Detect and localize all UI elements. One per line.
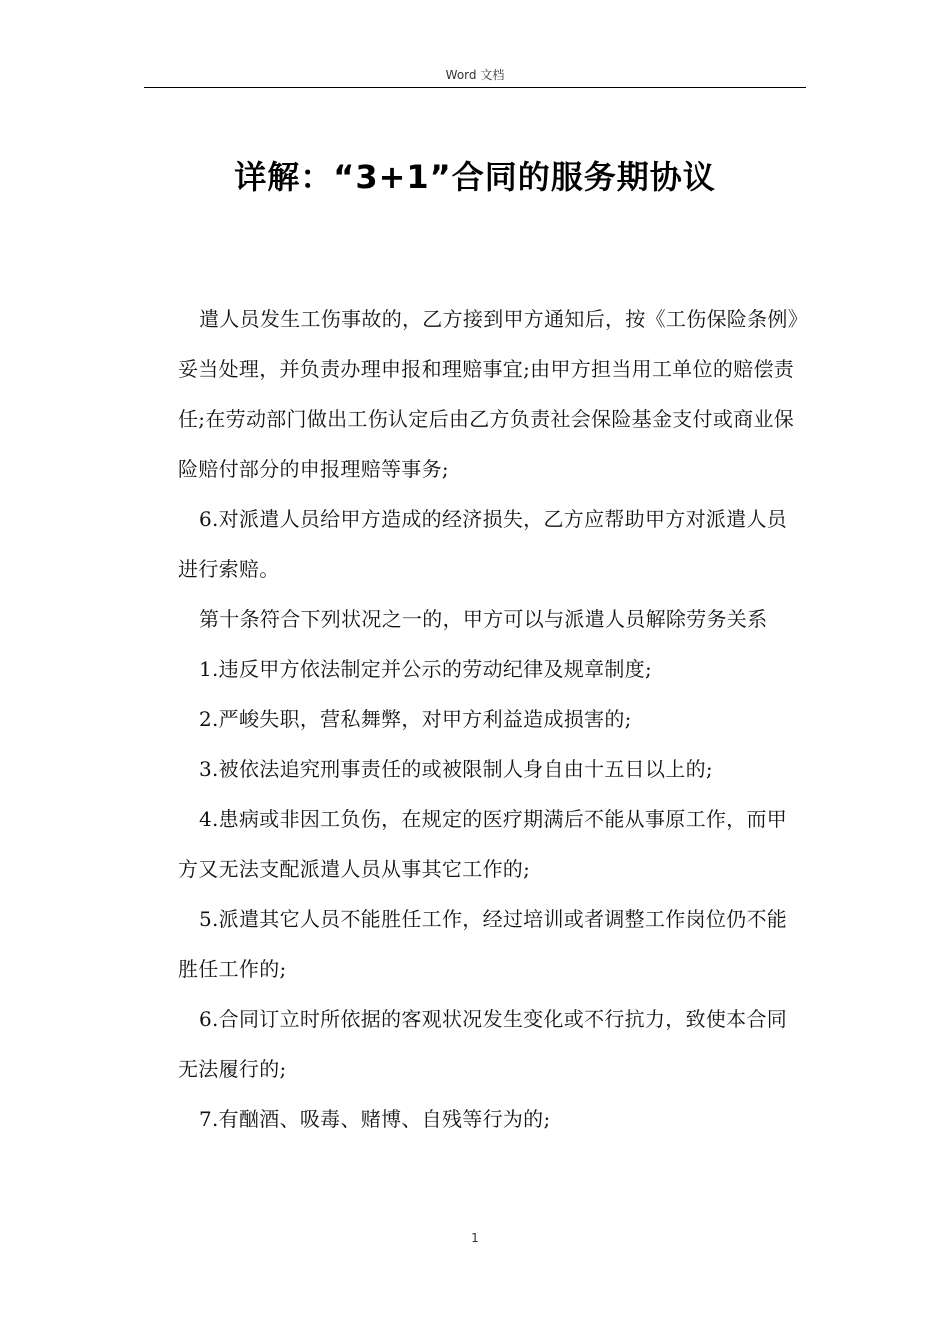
document-body xyxy=(178,294,802,1144)
page-header: Word 文档 xyxy=(445,68,505,82)
page-number: 1 xyxy=(471,1231,479,1245)
paragraph: 遣人员发生工伤事故的，乙方接到甲方通知后，按《工伤保险条例》妥当处理，并负责办理申报和理赔事宜;由甲方担当用工单位的赔偿责任;在劳动部门做出工伤认定后由乙方负责社会保险基金支付或商业保险赔付部分的申报理赔等事务; xyxy=(178,307,798,481)
paragraph: 4.患病或非因工负伤，在规定的医疗期满后不能从事原工作，而甲方又无法支配派遣人员从事其它工作的; xyxy=(178,807,788,881)
paragraph: 5.派遣其它人员不能胜任工作，经过培训或者调整工作岗位仍不能胜任工作的; xyxy=(178,907,788,981)
header-divider xyxy=(144,87,806,88)
paragraph: 6.对派遣人员给甲方造成的经济损失，乙方应帮助甲方对派遣人员进行索赔。 xyxy=(178,507,788,581)
paragraph: 1.违反甲方依法制定并公示的劳动纪律及规章制度; xyxy=(199,657,653,681)
document-title: 详解：“3+1”合同的服务期协议 xyxy=(234,158,716,196)
paragraph: 3.被依法追究刑事责任的或被限制人身自由十五日以上的; xyxy=(199,757,713,781)
paragraph: 2.严峻失职，营私舞弊，对甲方利益造成损害的; xyxy=(199,707,632,731)
paragraph: 第十条符合下列状况之一的，甲方可以与派遣人员解除劳务关系 xyxy=(199,607,768,631)
paragraph: 7.有酗酒、吸毒、赌博、自残等行为的; xyxy=(199,1107,551,1131)
paragraph: 6.合同订立时所依据的客观状况发生变化或不行抗力，致使本合同无法履行的; xyxy=(178,1007,788,1081)
